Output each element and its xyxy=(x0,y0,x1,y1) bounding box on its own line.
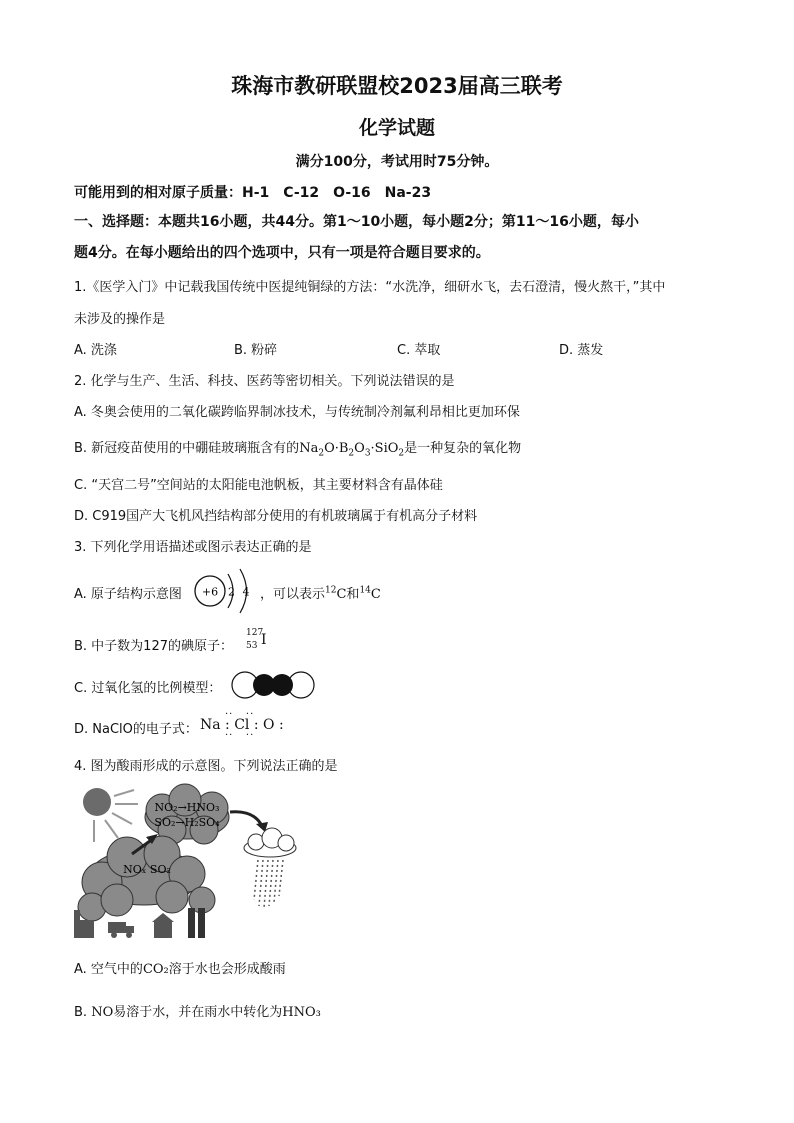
upper-cloud-line1: NO₂→HNO₃ xyxy=(154,801,220,814)
borosilicate-formula: $Na_2O\cdot B_2O_3\cdot SiO_2$ xyxy=(299,441,405,459)
iodine-symbol: I xyxy=(261,632,267,648)
isotope-14-mass: 14 xyxy=(359,585,371,596)
q1-option-a: A. 洗涤 xyxy=(74,343,117,358)
electron-dots-top: ·· ·· xyxy=(225,709,255,720)
chimney-icon xyxy=(188,908,205,938)
upper-cloud-line2: SO₂→H₂SO₄ xyxy=(154,816,220,829)
exam-info: 满分100分，考试用时75分钟。 xyxy=(295,154,499,170)
q4-option-a-prefix: A. 空气中的 xyxy=(74,962,143,977)
truck-icon xyxy=(108,922,134,938)
q1-stem-line2: 未涉及的操作是 xyxy=(74,312,166,327)
q4-option-a-suffix: 溶于水也会形成酸雨 xyxy=(168,962,286,977)
q2-option-b-prefix: B. 新冠疫苗使用的中硼硅玻璃瓶含有的 xyxy=(74,441,300,456)
shell-1-electrons: 2 xyxy=(228,585,235,599)
electron-dots-bottom: ·· ·· xyxy=(225,730,255,741)
q1-option-d: D. 蒸发 xyxy=(559,343,604,358)
q3-option-b-prefix: B. 中子数为127的碘原子： xyxy=(74,639,233,654)
q2-option-a: A. 冬奥会使用的二氧化碳跨临界制冰技术，与传统制冷剂氟利昂相比更加环保 xyxy=(74,405,520,420)
q3-stem: 3. 下列化学用语描述或图示表达正确的是 xyxy=(74,540,312,555)
q2-option-d: D. C919国产大飞机风挡结构部分使用的有机玻璃属于有机高分子材料 xyxy=(74,509,478,524)
iodine-atomic-number: 53 xyxy=(246,641,258,651)
sun-icon xyxy=(83,788,111,816)
section-heading-line2: 题4分。在每小题给出的四个选项中，只有一项是符合题目要求的。 xyxy=(74,245,490,261)
acid-rain-diagram xyxy=(72,782,302,942)
atomic-masses: 可能用到的相对原子质量：H-1 C-12 O-16 Na-23 xyxy=(74,185,432,201)
rain-cloud xyxy=(244,828,296,857)
q3-option-a-post: ，可以表示 xyxy=(260,587,326,602)
q2-option-c: C. “天宫二号”空间站的太阳能电池帆板，其主要材料含有晶体硅 xyxy=(74,478,443,493)
rain-drops xyxy=(254,860,283,908)
page-subtitle: 化学试题 xyxy=(358,117,435,139)
q3-option-a-prefix: A. 原子结构示意图 xyxy=(74,587,182,602)
isotope-12-symbol: C xyxy=(336,587,347,602)
section-heading-line1: 一、选择题：本题共16小题，共44分。第1～10小题，每小题2分；第11～16小题，每小 xyxy=(74,214,639,230)
q4-stem: 4. 图为酸雨形成的示意图。下列说法正确的是 xyxy=(74,759,338,774)
q4-option-b xyxy=(74,1001,321,1020)
co2-formula: CO₂ xyxy=(142,962,169,977)
house-icon xyxy=(152,913,174,938)
q3-option-c-text: C. 过氧化氢的比例模型： xyxy=(74,681,222,696)
nucleus-charge: +6 xyxy=(201,585,219,599)
atomic-structure-diagram xyxy=(190,566,260,616)
q4-option-a xyxy=(74,958,286,977)
naclo-electron-formula: Na : Cl : O : xyxy=(200,717,284,733)
q3-option-a-tail xyxy=(260,583,381,602)
q4-option-b-middle: 易溶于水，并在雨水中转化为 xyxy=(113,1005,283,1020)
q1-option-c: C. 萃取 xyxy=(397,343,441,358)
q1-option-b: B. 粉碎 xyxy=(234,343,278,358)
isotope-14-symbol: C xyxy=(370,587,381,602)
no-formula: NO xyxy=(91,1005,114,1020)
q4-option-b-prefix: B. xyxy=(74,1005,88,1020)
hydrogen-peroxide-model xyxy=(230,670,316,700)
shell-2-electrons: 4 xyxy=(242,585,250,599)
q2-stem: 2. 化学与生产、生活、科技、医药等密切相关。下列说法错误的是 xyxy=(74,374,455,389)
and-word: 和 xyxy=(346,587,360,602)
q3-option-d-prefix: D. NaClO的电子式： xyxy=(74,722,198,737)
hno3-formula: HNO₃ xyxy=(282,1005,321,1020)
iodine-mass-number: 127 xyxy=(246,628,264,638)
iodine-nuclide xyxy=(246,628,270,654)
isotope-12-mass: 12 xyxy=(325,585,337,596)
lower-cloud-label: NOₓ SO₂ xyxy=(123,863,171,876)
q2-option-b-suffix: 是一种复杂的氧化物 xyxy=(404,441,522,456)
q1-stem-line1: 1.《医学入门》中记载我国传统中医提纯铜绿的方法：“水洗净，细研水飞，去石澄清，慢火熬干，”其中 xyxy=(74,280,666,295)
oxygen-atom-right xyxy=(271,674,293,696)
page-title: 珠海市教研联盟校2023届高三联考 xyxy=(231,74,563,98)
upper-cloud xyxy=(145,784,229,844)
q2-option-b xyxy=(74,437,521,459)
